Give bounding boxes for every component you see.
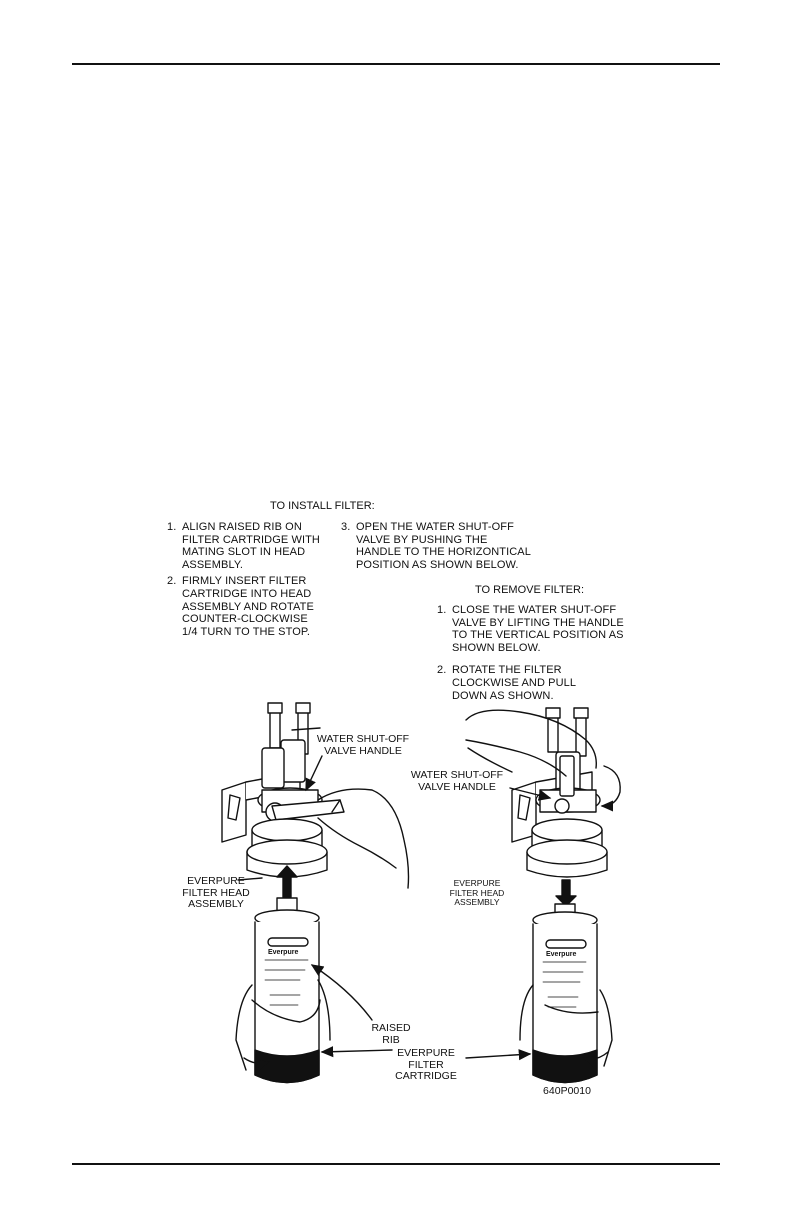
figure-code: 640P0010 (543, 1085, 591, 1097)
leader-rib (312, 965, 372, 1020)
remove-step-1: 1. CLOSE THE WATER SHUT-OFF VALVE BY LIFTING THE HANDLE TO THE VERTICAL POSITION AS SHOWN BELOW. (437, 604, 624, 654)
remove-step-2: 2. ROTATE THE FILTER CLOCKWISE AND PULL DOWN AS SHOWN. (437, 664, 577, 702)
install-step-3: 3. OPEN THE WATER SHUT-OFF VALVE BY PUSHING THE HANDLE TO THE HORIZONTICAL POSITION AS SHOWN BELOW. (341, 521, 531, 571)
label-valve-left: WATER SHUT-OFF VALVE HANDLE (316, 733, 410, 757)
brand-logo-left: Everpure (268, 949, 299, 956)
label-raised-rib: RAISED RIB (371, 1022, 411, 1046)
install-step-1: 1. ALIGN RAISED RIB ON FILTER CARTRIDGE WITH MATING SLOT IN HEAD ASSEMBLY. (167, 521, 320, 571)
install-step-2: 2. FIRMLY INSERT FILTER CARTRIDGE INTO HEAD ASSEMBLY AND ROTATE COUNTER-CLOCKWISE 1/4 TURN TO THE STOP. (167, 575, 314, 638)
leader-cartridge-right (466, 1054, 530, 1058)
label-head-left: EVERPURE FILTER HEAD ASSEMBLY (182, 875, 250, 910)
install-heading: TO INSTALL FILTER: (270, 500, 375, 512)
remove-heading: TO REMOVE FILTER: (475, 584, 584, 596)
label-cartridge: EVERPURE FILTER CARTRIDGE (395, 1047, 457, 1082)
left-filter-head-assembly (222, 703, 344, 877)
right-filter-cartridge (520, 904, 612, 1083)
label-valve-right: WATER SHUT-OFF VALVE HANDLE (410, 769, 504, 793)
leader-cartridge-left (322, 1050, 392, 1052)
label-head-right: EVERPURE FILTER HEAD ASSEMBLY (449, 878, 505, 907)
left-filter-cartridge (236, 898, 330, 1083)
remove-arrow-icon (556, 880, 576, 906)
leader-valve-left (306, 756, 322, 790)
brand-logo-right: Everpure (546, 951, 577, 958)
